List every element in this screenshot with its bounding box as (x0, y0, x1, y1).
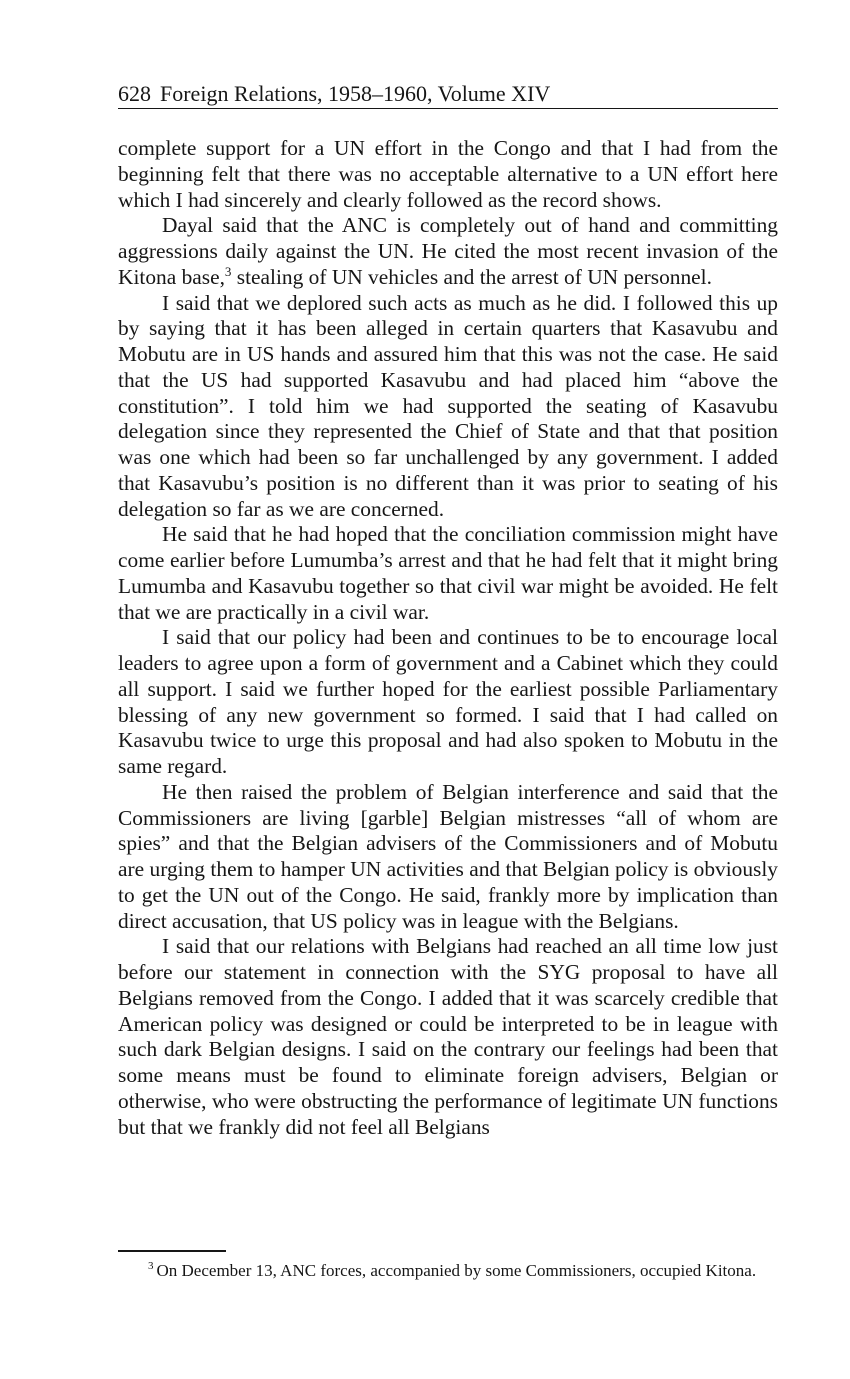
paragraph: I said that our relations with Belgians had reached an all time low just before our statement in connection with the SYG proposal to have all Belgians removed from the Congo. I added that it was scarcely credible that American policy was designed or could be interpreted to be in league with such dark Belgian designs. I said on the contrary our feelings had been that some means must be found to eliminate foreign advisers, Belgian or otherwise, who were obstructing the performance of legitimate UN functions but that we frankly did not feel all Belgians (118, 934, 778, 1139)
running-title: Foreign Relations, 1958–1960, Volume XIV (160, 81, 551, 106)
paragraph: I said that we deplored such acts as much as he did. I followed this up by saying that it has been alleged in certain quarters that Kasavubu and Mobutu are in US hands and assured him that this was not the case. He said that the US had supported Kasavubu and had placed him “above the constitution”. I told him we had supported the seating of Kasavubu delegation since they represented the Chief of State and that that position was one which had been so far unchallenged by any government. I added that Kasavubu’s position is no different than it was prior to seating of his delegation so far as we are concerned. (118, 290, 778, 521)
body-text (118, 136, 778, 1140)
paragraph: He said that he had hoped that the conciliation commission might have come earlier before Lumumba’s arrest and that he had felt that it might bring Lumumba and Kasavubu together so that civil war might be avoided. He felt that we are practically in a civil war. (118, 522, 778, 624)
footnote-reference[interactable]: 3 (224, 263, 232, 279)
paragraph-text: stealing of UN vehicles and the arrest of UN personnel. (231, 264, 712, 289)
paragraph-text: Dayal said that the ANC is completely out of hand and committing aggressions daily against the UN. He cited the most recent invasion of the Kitona base, (118, 213, 778, 289)
paragraph: I said that our policy had been and continues to be to encourage local leaders to agree upon a form of government and a Cabinet which they could all support. I said we further hoped for the earliest possible Parliamentary blessing of any new government so formed. I said that I had called on Kasavubu twice to urge this proposal and had also spoken to Mobutu in the same regard. (118, 625, 778, 778)
page-number: 628 (118, 81, 151, 106)
paragraph: complete support for a UN effort in the Congo and that I had from the beginning felt that there was no acceptable alternative to a UN effort here which I had sincerely and clearly followed as the record shows. (118, 136, 778, 212)
footnote-text: On December 13, ANC forces, accompanied by some Commissioners, occupied Kitona. (156, 1261, 757, 1280)
page-header (118, 80, 778, 109)
paragraph: He then raised the problem of Belgian interference and said that the Commissioners are living [garble] Belgian mistresses “all of whom are spies” and that the Belgian advisers of the Commissioners and of Mobutu are urging them to hamper UN activities and that Belgian policy is obviously to get the UN out of the Congo. He said, frankly more by implication than direct accusation, that US policy was in league with the Belgians. (118, 779, 778, 933)
footnote-divider (118, 1250, 226, 1252)
footnotes (118, 1260, 778, 1282)
footnote (118, 1260, 778, 1282)
paragraph (118, 213, 778, 290)
footnote-marker: 3 (148, 1260, 154, 1273)
